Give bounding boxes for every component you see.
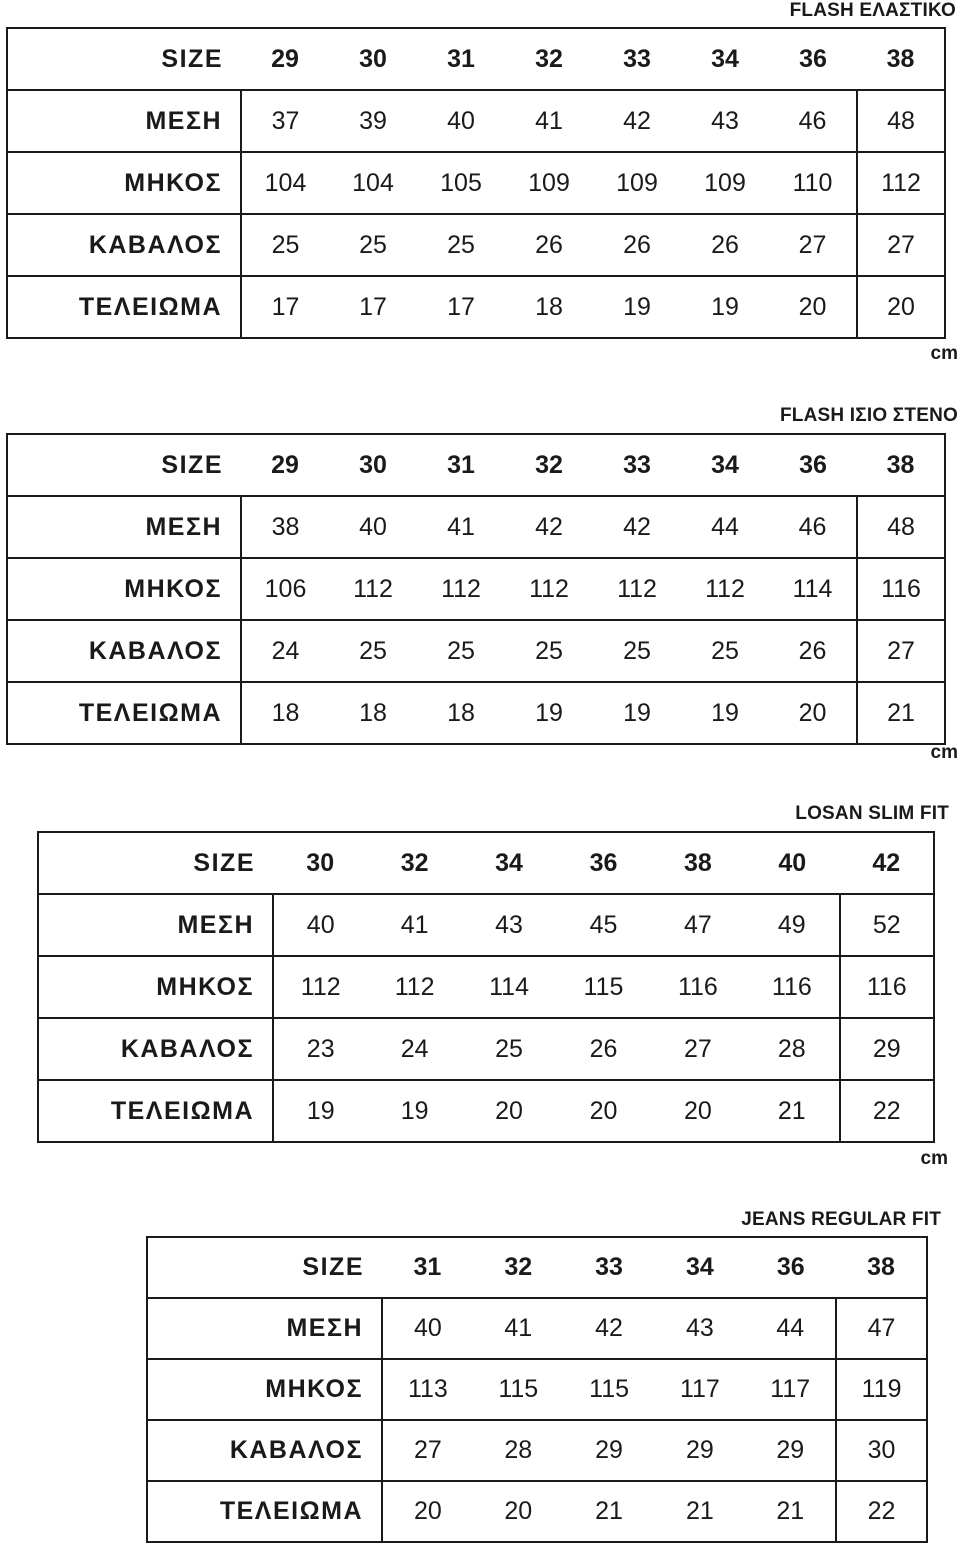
table-row (38, 1080, 934, 1142)
measurement-cell: 27 (798, 230, 827, 259)
size-table (6, 27, 946, 339)
size-label: SIZE (161, 44, 223, 73)
size-table (37, 831, 935, 1143)
measurement-cell: 48 (857, 496, 945, 558)
size-header-cell: 32 (535, 44, 563, 73)
measurement-cell: 115 (589, 1375, 629, 1403)
measurement-cell: 30 (836, 1420, 927, 1481)
size-header-cell: 30 (359, 44, 387, 73)
measurement-cell: 110 (792, 168, 833, 197)
measurement-cell: 46 (798, 106, 827, 135)
size-header-cell: 34 (685, 1253, 714, 1281)
measurement-cell: 40 (359, 512, 387, 541)
measurement-cell: 28 (777, 1034, 806, 1063)
table-row (7, 214, 945, 276)
measurement-cell: 28 (504, 1436, 533, 1464)
measurement-cell: 21 (776, 1497, 805, 1525)
size-header-cell: 38 (867, 1253, 895, 1281)
size-header-row (147, 1237, 927, 1298)
measurement-cell: 115 (583, 972, 624, 1001)
measurement-cell: 29 (840, 1018, 934, 1080)
measurement-cell: 25 (495, 1034, 523, 1063)
measurement-cell: 40 (306, 910, 335, 939)
measurement-cell: 25 (359, 636, 387, 665)
measurement-cell: 21 (595, 1497, 623, 1525)
size-header-cell: 31 (447, 44, 475, 73)
measurement-cell: 117 (770, 1375, 811, 1403)
measurement-cell: 26 (535, 230, 563, 259)
measurement-cell: 21 (857, 682, 945, 744)
measurement-cell: 47 (683, 910, 712, 939)
measurement-cell: 42 (535, 512, 563, 541)
measurement-cell: 25 (535, 636, 563, 665)
measurement-cell: 112 (394, 972, 435, 1001)
row-label: ΚΑΒΑΛΟΣ (7, 620, 241, 682)
measurement-cell: 112 (705, 574, 745, 603)
size-header-cell: 42 (872, 848, 901, 877)
measurement-cell: 19 (711, 292, 739, 321)
unit-label: cm (920, 1148, 948, 1169)
measurement-cell: 24 (271, 636, 300, 665)
measurement-cell: 46 (798, 512, 827, 541)
table-row (7, 620, 945, 682)
measurement-cell: 116 (840, 956, 934, 1018)
measurement-cell: 112 (353, 574, 393, 603)
table-title-flash-isio-steno: FLASH ΙΣΙΟ ΣΤΕΝΟ (779, 405, 958, 426)
measurement-cell: 42 (623, 512, 651, 541)
measurement-cell: 22 (836, 1481, 927, 1542)
measurement-cell: 115 (498, 1375, 539, 1403)
table-row (7, 276, 945, 338)
size-label: SIZE (193, 848, 255, 877)
measurement-cell: 25 (271, 230, 300, 259)
row-label: ΤΕΛΕΙΩΜΑ (7, 682, 241, 744)
measurement-cell: 41 (535, 106, 563, 135)
row-label: ΤΕΛΕΙΩΜΑ (7, 276, 241, 338)
measurement-cell: 116 (857, 558, 945, 620)
measurement-cell: 43 (495, 910, 523, 939)
table-row (7, 90, 945, 152)
measurement-cell: 106 (264, 574, 307, 603)
measurement-cell: 25 (447, 230, 475, 259)
measurement-cell: 17 (447, 292, 475, 321)
measurement-cell: 18 (359, 698, 387, 727)
table-row (38, 894, 934, 956)
table-title-losan-slim-fit: LOSAN SLIM FIT (795, 803, 949, 824)
measurement-cell: 19 (535, 698, 563, 727)
measurement-cell: 25 (359, 230, 387, 259)
measurement-cell: 20 (414, 1497, 442, 1525)
table-row (147, 1359, 927, 1420)
size-header-cell: 32 (504, 1253, 533, 1281)
row-label: ΤΕΛΕΙΩΜΑ (38, 1080, 273, 1142)
measurement-cell: 116 (771, 972, 812, 1001)
row-label: ΜΕΣΗ (7, 496, 241, 558)
measurement-cell: 105 (440, 168, 482, 197)
measurement-cell: 26 (711, 230, 739, 259)
measurement-cell: 20 (495, 1096, 523, 1125)
measurement-cell: 109 (616, 168, 658, 197)
row-label: ΤΕΛΕΙΩΜΑ (147, 1481, 382, 1542)
size-header-cell: 32 (400, 848, 429, 877)
measurement-cell: 26 (798, 636, 827, 665)
measurement-cell: 18 (535, 292, 563, 321)
size-header-cell: 34 (711, 44, 739, 73)
measurement-cell: 20 (798, 698, 827, 727)
size-header-cell: 36 (776, 1253, 805, 1281)
measurement-cell: 21 (685, 1497, 714, 1525)
measurement-cell: 116 (677, 972, 718, 1001)
measurement-cell: 41 (447, 512, 475, 541)
row-label: ΜΗΚΟΣ (7, 152, 241, 214)
measurement-cell: 40 (414, 1314, 442, 1342)
table-row (7, 558, 945, 620)
measurement-cell: 24 (400, 1034, 429, 1063)
measurement-cell: 41 (400, 910, 429, 939)
size-header-cell: 31 (447, 450, 475, 479)
measurement-cell: 29 (776, 1436, 805, 1464)
measurement-cell: 22 (840, 1080, 934, 1142)
size-header-row (7, 434, 945, 496)
size-header-cell: 33 (595, 1253, 623, 1281)
measurement-cell: 23 (306, 1034, 335, 1063)
row-label: ΜΕΣΗ (147, 1298, 382, 1359)
row-label: ΜΕΣΗ (38, 894, 273, 956)
size-header-cell: 30 (359, 450, 387, 479)
table-row (7, 496, 945, 558)
measurement-cell: 25 (447, 636, 475, 665)
table-row (147, 1420, 927, 1481)
measurement-cell: 119 (836, 1359, 927, 1420)
size-header-cell: 29 (271, 44, 299, 73)
measurement-cell: 43 (685, 1314, 714, 1342)
size-header-cell: 40 (778, 848, 807, 877)
measurement-cell: 20 (857, 276, 945, 338)
measurement-cell: 29 (685, 1436, 714, 1464)
measurement-cell: 41 (504, 1314, 533, 1342)
measurement-cell: 19 (623, 698, 651, 727)
size-header-cell: 36 (589, 848, 618, 877)
row-label: ΚΑΒΑΛΟΣ (38, 1018, 273, 1080)
table-row (7, 152, 945, 214)
measurement-cell: 19 (623, 292, 651, 321)
measurement-cell: 112 (441, 574, 481, 603)
measurement-cell: 47 (836, 1298, 927, 1359)
table-row (147, 1298, 927, 1359)
row-label: ΜΗΚΟΣ (38, 956, 273, 1018)
size-header-cell: 31 (413, 1253, 442, 1281)
size-header-cell: 38 (886, 450, 915, 479)
measurement-cell: 25 (623, 636, 651, 665)
measurement-cell: 112 (300, 972, 341, 1001)
measurement-cell: 20 (683, 1096, 712, 1125)
size-header-row (7, 28, 945, 90)
measurement-cell: 112 (617, 574, 657, 603)
measurement-cell: 112 (857, 152, 945, 214)
measurement-cell: 18 (447, 698, 475, 727)
table-row (38, 956, 934, 1018)
table-title-flash-elastiko: FLASH ΕΛΑΣΤΙΚΟ (789, 0, 956, 21)
measurement-cell: 117 (679, 1375, 720, 1403)
measurement-cell: 26 (589, 1034, 618, 1063)
measurement-cell: 109 (528, 168, 570, 197)
measurement-cell: 19 (400, 1096, 429, 1125)
measurement-cell: 20 (504, 1497, 533, 1525)
row-label: ΜΗΚΟΣ (147, 1359, 382, 1420)
measurement-cell: 104 (264, 168, 307, 197)
measurement-cell: 38 (271, 512, 300, 541)
measurement-cell: 17 (271, 292, 300, 321)
size-label: SIZE (302, 1253, 364, 1281)
size-header-cell: 36 (799, 450, 827, 479)
size-header-cell: 34 (711, 450, 739, 479)
measurement-cell: 44 (776, 1314, 805, 1342)
measurement-cell: 112 (529, 574, 569, 603)
size-table (6, 433, 946, 745)
measurement-cell: 52 (840, 894, 934, 956)
unit-label: cm (930, 742, 958, 763)
measurement-cell: 26 (623, 230, 651, 259)
measurement-cell: 48 (857, 90, 945, 152)
measurement-cell: 104 (352, 168, 394, 197)
measurement-cell: 17 (359, 292, 387, 321)
table-row (147, 1481, 927, 1542)
measurement-cell: 20 (798, 292, 827, 321)
measurement-cell: 44 (711, 512, 739, 541)
measurement-cell: 45 (589, 910, 618, 939)
measurement-cell: 113 (407, 1375, 448, 1403)
measurement-cell: 27 (683, 1034, 712, 1063)
size-header-cell: 30 (306, 848, 335, 877)
size-header-cell: 34 (495, 848, 523, 877)
measurement-cell: 25 (711, 636, 739, 665)
measurement-cell: 27 (414, 1436, 442, 1464)
measurement-cell: 43 (711, 106, 739, 135)
measurement-cell: 29 (595, 1436, 623, 1464)
measurement-cell: 39 (359, 106, 387, 135)
measurement-cell: 19 (306, 1096, 335, 1125)
measurement-cell: 42 (595, 1314, 623, 1342)
unit-label: cm (930, 343, 958, 364)
measurement-cell: 20 (589, 1096, 618, 1125)
size-label: SIZE (161, 450, 223, 479)
measurement-cell: 114 (792, 574, 833, 603)
table-row (38, 1018, 934, 1080)
size-header-cell: 36 (799, 44, 827, 73)
measurement-cell: 37 (271, 106, 300, 135)
size-header-cell: 33 (623, 450, 651, 479)
size-header-cell: 29 (271, 450, 299, 479)
size-table (146, 1236, 928, 1543)
size-header-cell: 38 (683, 848, 712, 877)
measurement-cell: 114 (489, 972, 529, 1001)
measurement-cell: 109 (704, 168, 746, 197)
size-header-row (38, 832, 934, 894)
measurement-cell: 21 (777, 1096, 806, 1125)
measurement-cell: 42 (623, 106, 651, 135)
size-header-cell: 32 (535, 450, 563, 479)
measurement-cell: 27 (857, 620, 945, 682)
size-header-cell: 38 (886, 44, 915, 73)
measurement-cell: 49 (777, 910, 806, 939)
table-title-jeans-regular-fit: JEANS REGULAR FIT (741, 1209, 941, 1230)
measurement-cell: 19 (711, 698, 739, 727)
row-label: ΜΕΣΗ (7, 90, 241, 152)
size-header-cell: 33 (623, 44, 651, 73)
row-label: ΜΗΚΟΣ (7, 558, 241, 620)
measurement-cell: 18 (271, 698, 300, 727)
row-label: ΚΑΒΑΛΟΣ (147, 1420, 382, 1481)
measurement-cell: 40 (447, 106, 475, 135)
table-row (7, 682, 945, 744)
measurement-cell: 27 (857, 214, 945, 276)
row-label: ΚΑΒΑΛΟΣ (7, 214, 241, 276)
